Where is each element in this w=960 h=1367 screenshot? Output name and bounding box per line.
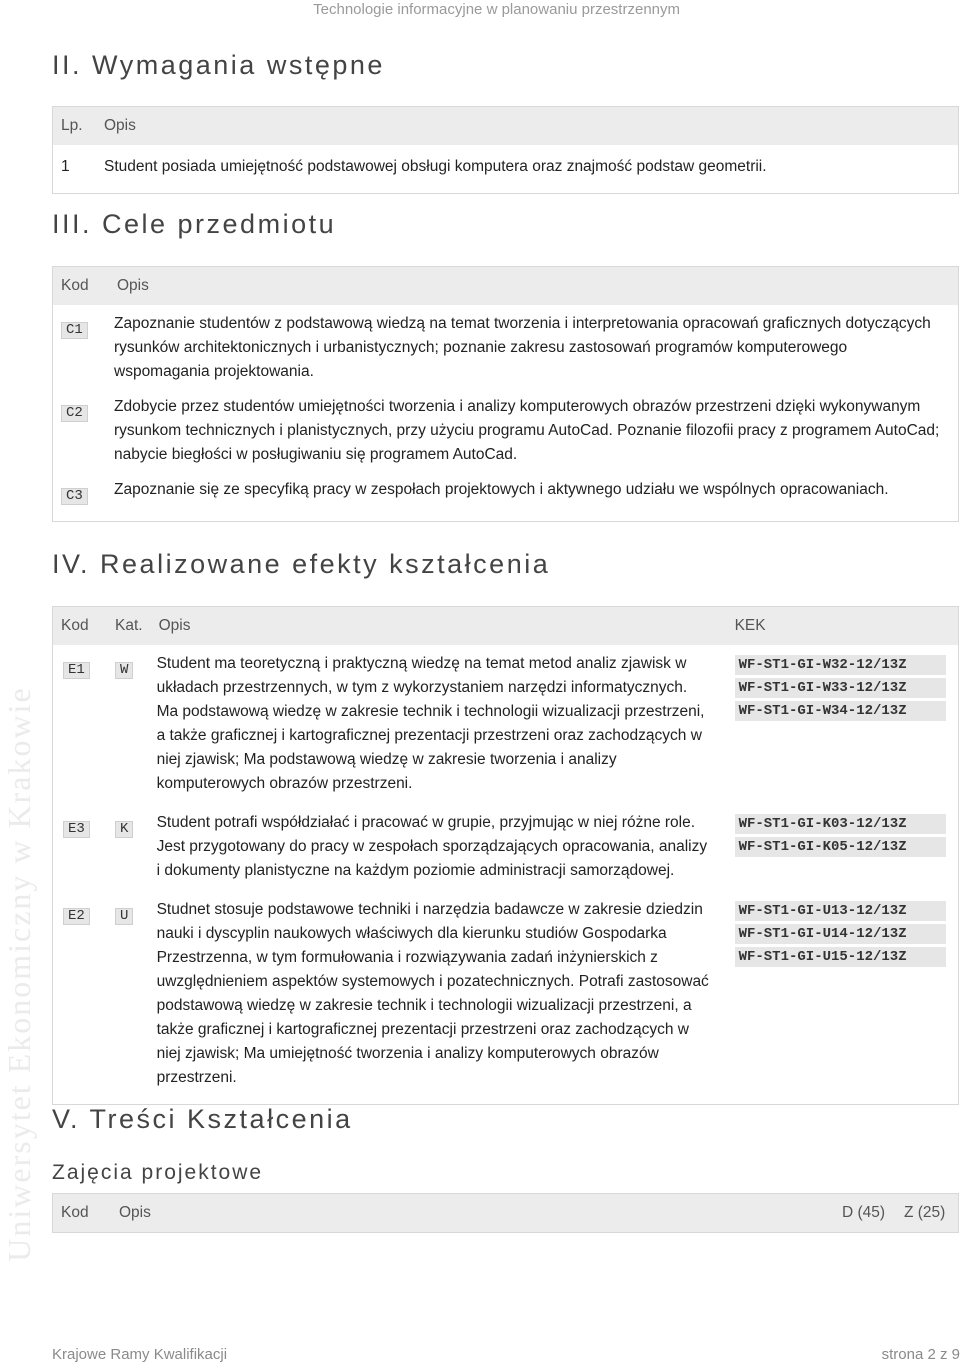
objective-code: C1 (61, 322, 88, 339)
section-heading-requirements: II. Wymagania wstępne (52, 50, 385, 80)
outcome-description: Studnet stosuje podstawowe techniki i narzędzia badawcze w zakresie dziedzin nauki i dyscyplin naukowych właściwych dla kierunku studiów Gospodarka Przestrzenna, w tym formułowania i rozwiązywania zadań inżynierskich z uwzględnieniem aspektów systemowych i pozatechnicznych. Potrafi zastosować podstawową wiedzę w zakresie technik i technologii wizualizacji przestrzeni, a także graficznej i kartograficznej prezentacji przestrzeni oraz zachodzących w niej zjawisk; Ma umiejętność tworzenia i analizy komputerowych obrazów przestrzeni. (156, 901, 709, 1086)
requirements-table (52, 106, 959, 194)
table-row (53, 390, 959, 473)
section-heading-content: V. Treści Kształcenia (52, 1104, 353, 1134)
column-header-opis: Opis (151, 607, 727, 646)
kek-list (727, 891, 959, 1105)
column-header-opis: Opis (96, 107, 959, 146)
table-row (53, 645, 959, 804)
outcome-category: K (115, 821, 133, 838)
kek-code: WF-ST1-GI-W32-12/13Z (735, 655, 946, 675)
kek-code: WF-ST1-GI-K05-12/13Z (735, 837, 946, 857)
section-heading-outcomes: IV. Realizowane efekty kształcenia (52, 549, 551, 579)
outcomes-table (52, 606, 959, 1105)
kek-code: WF-ST1-GI-W34-12/13Z (735, 701, 946, 721)
table-header-row (53, 107, 959, 146)
objective-code: C2 (61, 405, 88, 422)
outcome-description: Student ma teoretyczną i praktyczną wiedzę na temat metod analiz zjawisk w układach przestrzennych, w tym z wykorzystaniem narzędzi informatycznych. Ma podstawową wiedzę w zakresie technik i technologii wizualizacji przestrzeni, a także graficznej i kartograficznej prezentacji przestrzeni oraz zachodzących w niej zjawisk; Ma podstawową wiedzę w zakresie tworzenia i analizy komputerowych obrazów przestrzeni. (156, 655, 705, 792)
column-header-d: D (45) (834, 1194, 896, 1233)
objective-code: C3 (61, 488, 88, 505)
table-header-row (53, 1194, 959, 1233)
column-header-kat: Kat. (107, 607, 151, 646)
outcome-code: E1 (63, 662, 90, 679)
kek-code: WF-ST1-GI-U14-12/13Z (735, 924, 946, 944)
kek-list (727, 804, 959, 891)
outcome-category: U (115, 908, 133, 925)
objective-description: Zapoznanie się ze specyfiką pracy w zespołach projektowych i aktywnego udziału we wspólnych opracowaniach. (114, 481, 889, 498)
kek-code: WF-ST1-GI-U13-12/13Z (735, 901, 946, 921)
row-description: Student posiada umiejętność podstawowej obsługi komputera oraz znajmość podstaw geometrii. (104, 158, 767, 175)
document-header-title: Technologie informacyjne w planowaniu przestrzennym (313, 1, 680, 18)
outcome-code: E2 (63, 908, 90, 925)
kek-list (727, 645, 959, 804)
subsection-heading-project-classes: Zajęcia projektowe (52, 1161, 264, 1184)
content-table (52, 1193, 959, 1233)
table-row (53, 305, 959, 390)
column-header-kod: Kod (53, 607, 108, 646)
table-row (53, 145, 959, 194)
outcome-code: E3 (63, 821, 90, 838)
table-header-row (53, 607, 959, 646)
column-header-lp: Lp. (53, 107, 97, 146)
table-header-row (53, 267, 959, 306)
outcome-description: Student potrafi współdziałać i pracować w grupie, przyjmując w niej różne role. Jest przygotowany do pracy w zespołach sporządzających opracowania, analizy i dokumenty planistyczne na każdym poziomie administracji samorządowej. (156, 814, 708, 879)
objective-description: Zapoznanie studentów z podstawową wiedzą na temat tworzenia i interpretowania opracowań graficznych dotyczących rysunków architektonicznych i urbanistycznych; poznanie zakresu zastosowań programów komputerowego wspomagania projektowania. (114, 315, 931, 380)
kek-code: WF-ST1-GI-K03-12/13Z (735, 814, 946, 834)
kek-code: WF-ST1-GI-U15-12/13Z (735, 947, 946, 967)
column-header-opis: Opis (109, 267, 959, 306)
footer-left-text: Krajowe Ramy Kwalifikacji (52, 1346, 228, 1363)
watermark-text: Uniwersytet Ekonomiczny w Krakowie (1, 686, 37, 1262)
section-heading-objectives: III. Cele przedmiotu (52, 209, 337, 239)
table-row (53, 804, 959, 891)
column-header-z: Z (25) (896, 1194, 959, 1233)
kek-code: WF-ST1-GI-W33-12/13Z (735, 678, 946, 698)
column-header-opis: Opis (111, 1194, 834, 1233)
table-row (53, 891, 959, 1105)
column-header-kod: Kod (53, 1194, 112, 1233)
objectives-table (52, 266, 959, 522)
row-number: 1 (61, 158, 70, 175)
objective-description: Zdobycie przez studentów umiejętności tworzenia i analizy komputerowych obrazów przestrzeni dzięki wykonywanym rysunkom technicznych i planistycznych, przy użyciu programu AutoCad. Poznanie filozofii pracy z programem AutoCad; nabycie biegłości w posługiwaniu się programem AutoCad. (114, 398, 940, 463)
outcome-category: W (115, 662, 133, 679)
column-header-kod: Kod (53, 267, 110, 306)
column-header-kek: KEK (727, 607, 959, 646)
page-number: strona 2 z 9 (881, 1346, 960, 1363)
table-row (53, 473, 959, 522)
